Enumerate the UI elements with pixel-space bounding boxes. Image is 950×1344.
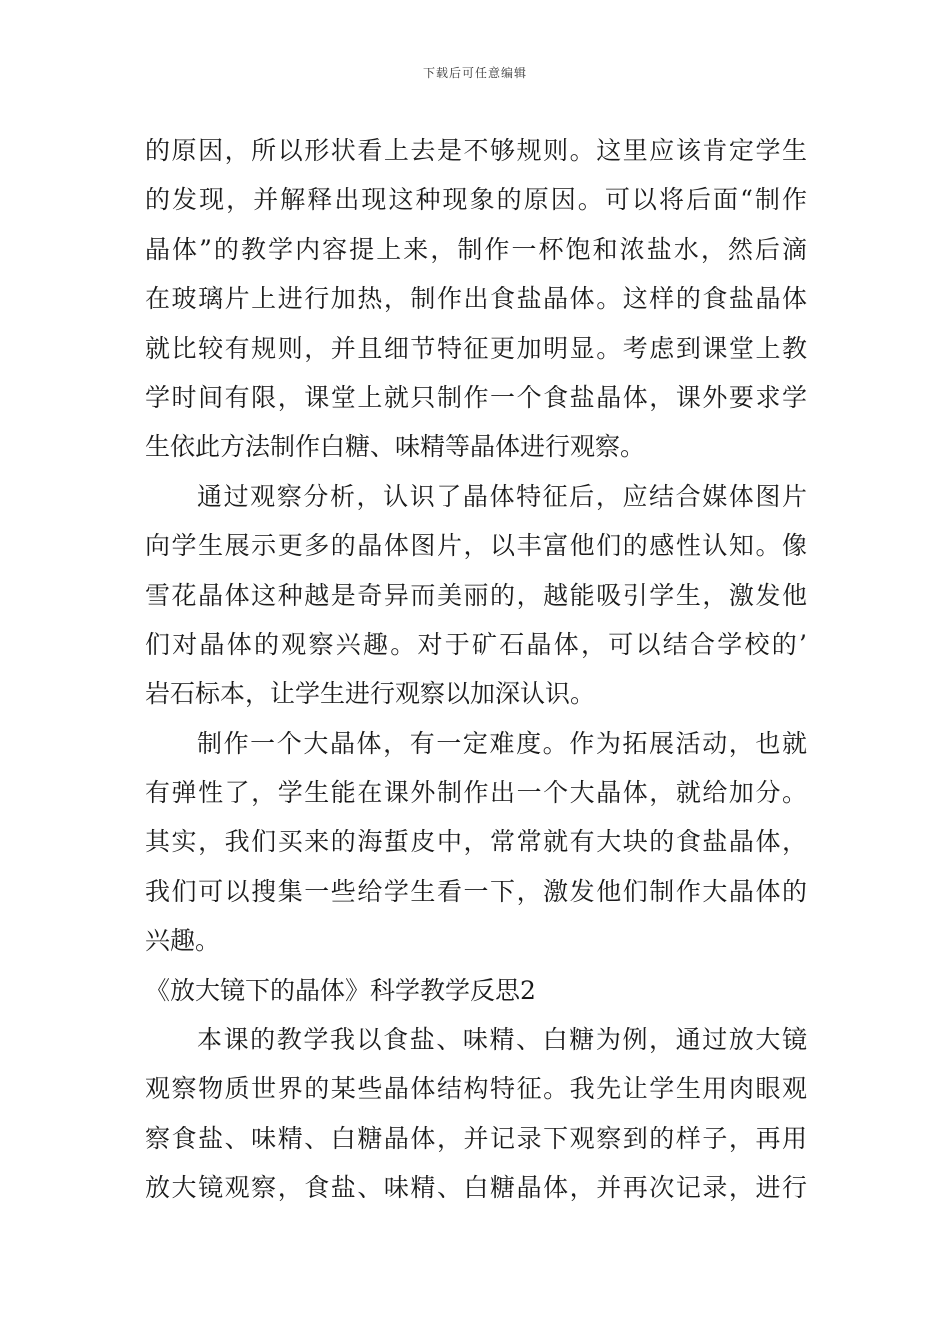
text-line: 生依此方法制作白糖、味精等晶体进行观察。 (145, 432, 646, 462)
text-line: 其实，我们买来的海蜇皮中，常常就有大块的食盐晶体， (145, 827, 807, 857)
text-line: 向学生展示更多的晶体图片，以丰富他们的感性认知。像 (145, 531, 807, 561)
paragraph-1 (145, 126, 807, 472)
document-body (145, 126, 807, 1213)
page-header-note: 下载后可任意编辑 (422, 66, 527, 80)
text-line: 晶体”的教学内容提上来，制作一杯饱和浓盐水，然后滴 (145, 234, 807, 264)
text-line: 察食盐、味精、白糖晶体，并记录下观察到的样子，再用 (145, 1123, 807, 1153)
text-line: 在玻璃片上进行加热，制作出食盐晶体。这样的食盐晶体 (145, 284, 807, 314)
text-line: 放大镜观察，食盐、味精、白糖晶体，并再次记录，进行 (145, 1173, 807, 1203)
text-line: 学时间有限，课堂上就只制作一个食盐晶体，课外要求学 (145, 382, 807, 412)
text-line: 的发现，并解释出现这种现象的原因。可以将后面“制作 (145, 185, 807, 215)
text-line: 们对晶体的观察兴趣。对于矿石晶体，可以结合学校的’ (145, 629, 807, 659)
text-line: 观察物质世界的某些晶体结构特征。我先让学生用肉眼观 (145, 1074, 807, 1104)
text-line: 我们可以搜集一些给学生看一下，激发他们制作大晶体的 (145, 876, 807, 906)
text-line: 雪花晶体这种越是奇异而美丽的，越能吸引学生，激发他 (145, 580, 807, 610)
text-line: 制作一个大晶体，有一定难度。作为拓展活动，也就 (197, 728, 807, 758)
text-line: 就比较有规则，并且细节特征更加明显。考虑到课堂上教 (145, 333, 807, 363)
paragraph-4 (145, 1015, 807, 1213)
paragraph-2 (145, 472, 807, 719)
text-line: 有弹性了，学生能在课外制作出一个大晶体，就给加分。 (145, 778, 807, 808)
text-line: 兴趣。 (145, 926, 221, 956)
text-line: 的原因，所以形状看上去是不够规则。这里应该肯定学生 (145, 136, 807, 165)
text-line: 岩石标本，让学生进行观察以加深认识。 (145, 679, 596, 709)
paragraph-3 (145, 719, 807, 966)
text-line: 本课的教学我以食盐、味精、白糖为例，通过放大镜 (197, 1025, 807, 1055)
text-line: 通过观察分析，认识了晶体特征后，应结合媒体图片 (197, 481, 807, 511)
section-title: 《放大镜下的晶体》科学教学反思2 (145, 975, 536, 1005)
